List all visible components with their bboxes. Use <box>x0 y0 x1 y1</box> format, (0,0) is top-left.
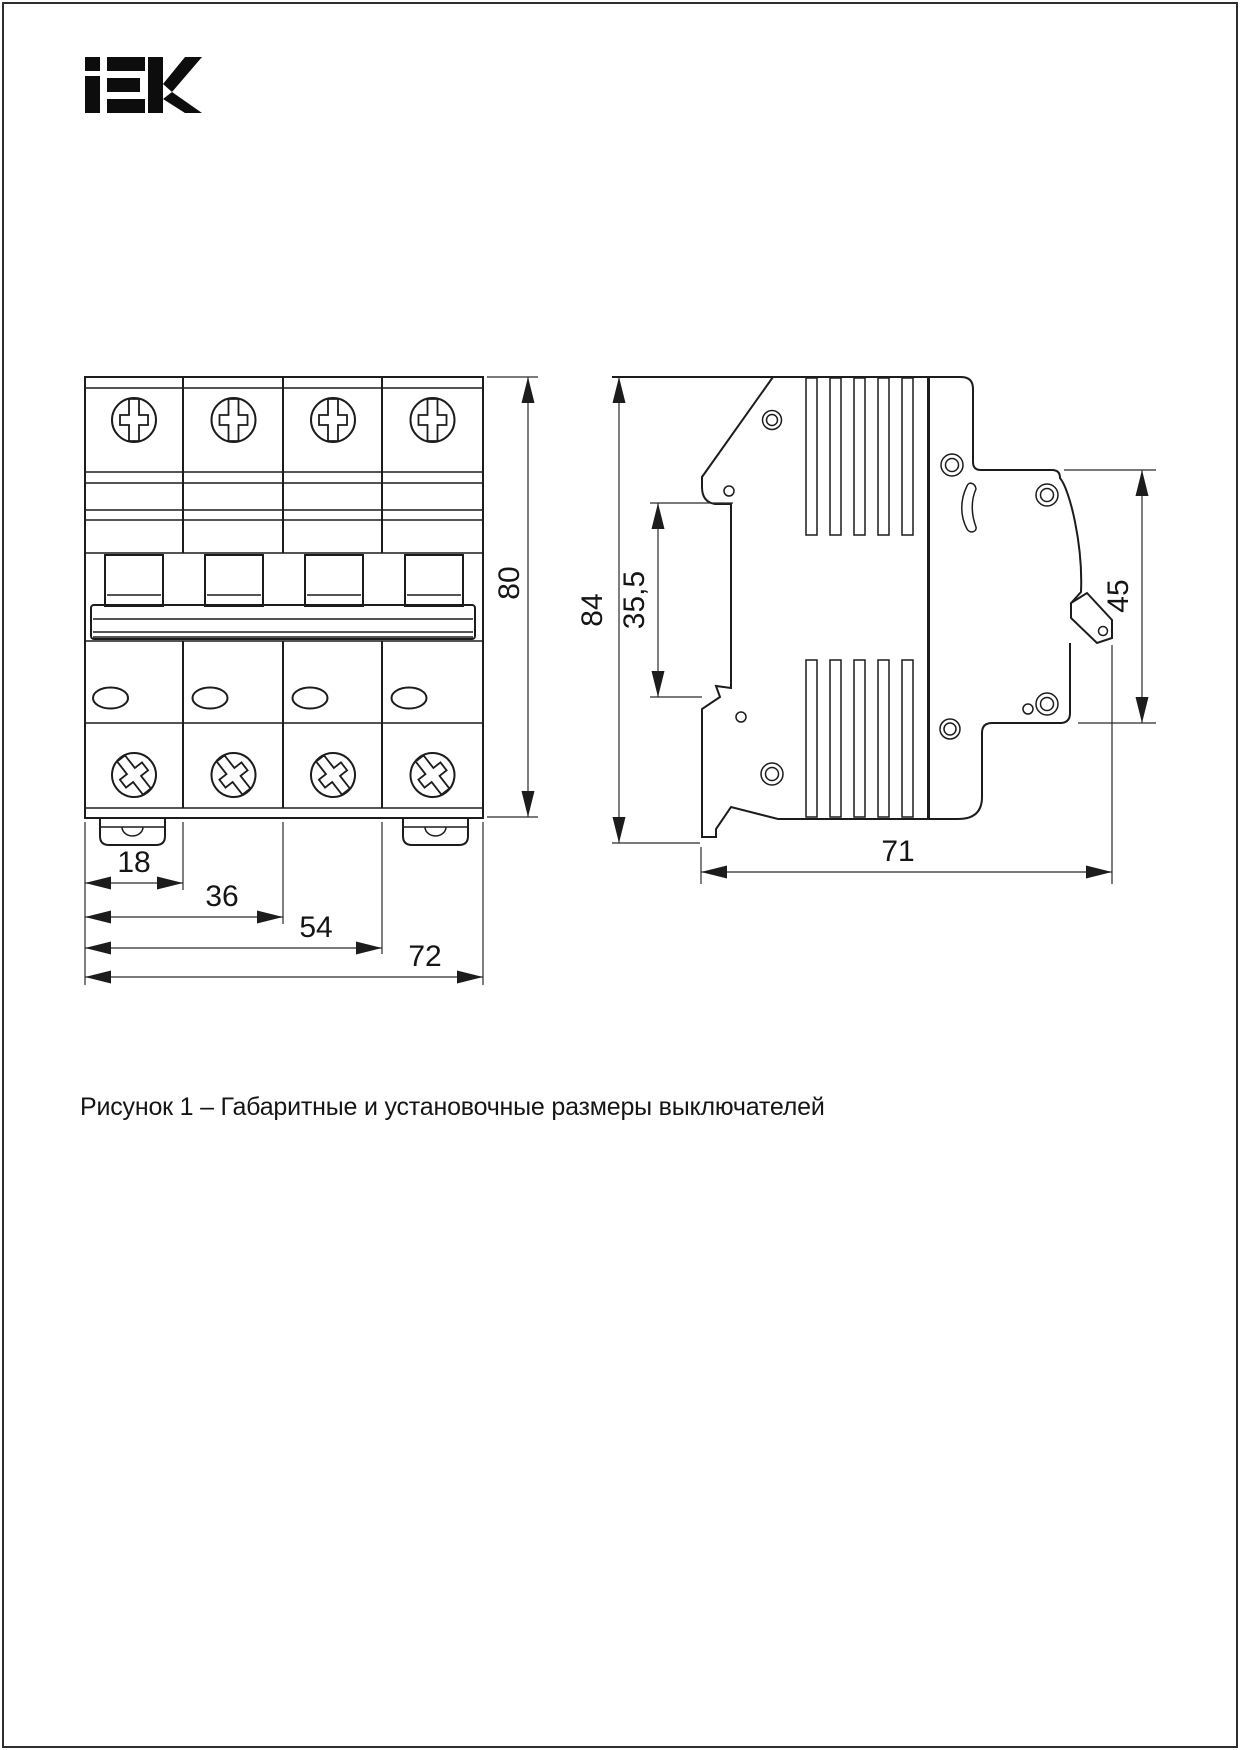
din-clip <box>100 819 165 845</box>
handle-tie-bar <box>91 605 475 639</box>
toggle-handle <box>105 555 163 606</box>
side-view-drawing <box>576 377 1156 884</box>
dimension-label-36: 36 <box>205 880 239 913</box>
dimension-label-18: 18 <box>117 846 151 879</box>
front-din-clips <box>100 819 468 845</box>
front-module-dividers <box>183 377 382 808</box>
front-toggle-handles <box>105 555 463 606</box>
screw-icon <box>402 744 464 806</box>
front-height-dimension <box>487 377 538 817</box>
front-view-drawing <box>85 377 538 985</box>
dimension-label-80: 80 <box>493 566 526 600</box>
toggle-handle <box>405 555 463 606</box>
toggle-handle <box>305 555 363 606</box>
screw-icon <box>203 744 265 806</box>
depth-dimension <box>701 645 1112 884</box>
dimension-label-54: 54 <box>299 911 333 944</box>
screw-icon <box>103 744 165 806</box>
screw-icon <box>302 744 364 806</box>
case-rivets <box>724 411 1058 786</box>
ventilation-slots <box>806 378 913 817</box>
rail-offset-dimension <box>618 503 733 697</box>
din-clip <box>403 819 468 845</box>
screw-icon <box>212 398 256 442</box>
side-body-outline <box>612 377 1081 602</box>
dimension-label-84: 84 <box>576 593 609 627</box>
front-label-windows <box>93 688 427 709</box>
screw-icon <box>112 398 156 442</box>
curved-slot <box>962 483 976 532</box>
dimension-label-35-5: 35,5 <box>618 570 651 630</box>
figure-caption: Рисунок 1 – Габаритные и установочные размеры выключателей <box>80 1093 825 1121</box>
screw-icon <box>311 398 355 442</box>
toggle-handle <box>205 555 263 606</box>
dimension-label-71: 71 <box>881 835 915 868</box>
dimension-label-72: 72 <box>408 940 442 973</box>
screw-icon <box>411 398 455 442</box>
side-body-outline-lower <box>702 377 1070 837</box>
dimension-label-45: 45 <box>1102 579 1135 613</box>
front-width-dimensions <box>85 822 483 985</box>
